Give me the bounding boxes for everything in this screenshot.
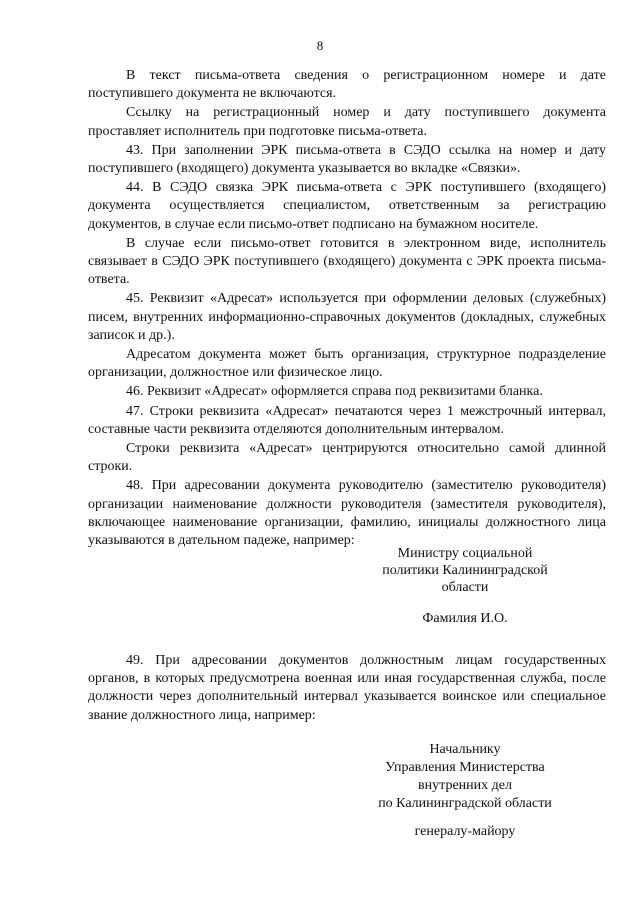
addressee-example-1: [355, 545, 575, 596]
addressee-example-2: [355, 741, 575, 813]
paragraph: 49. При адресовании документов должностным лицам государственных органов, в которых предусмотрена военная или иная государственная служба, после должности через дополнительный интервал указывается воинское или специальное звание должностного лица, например:: [88, 653, 606, 723]
paragraph: В текст письма-ответа сведения о регистрационном номере и дате поступившего документа не включаются.: [88, 68, 606, 102]
paragraph: 43. При заполнении ЭРК письма-ответа в СЭДО ссылка на номер и дату поступившего (входящего) документа указывается во вкладке «Связки».: [88, 142, 606, 177]
addressee-line: политики Калининградской: [382, 563, 548, 578]
paragraph: Ссылку на регистрационный номер и дату поступившего документа проставляет исполнитель при подготовке письма-ответа.: [88, 105, 606, 139]
addressee-line: Управления Министерства: [385, 760, 545, 775]
paragraph: В случае если письмо-ответ готовится в электронном виде, исполнитель связывает в СЭДО ЭРК поступившего (входящего) документа с ЭРК проекта письма-ответа.: [88, 235, 606, 288]
addressee-line: Министру социальной: [397, 546, 533, 561]
addressee-line: по Калининградской области: [378, 796, 552, 811]
paragraph: 47. Строки реквизита «Адресат» печатаются через 1 межстрочный интервал, составные части реквизита отделяются дополнительным интервалом.: [88, 403, 606, 437]
addressee-line: области: [441, 580, 489, 595]
addressee-line: внутренних дел: [418, 778, 512, 793]
paragraph: 48. При адресовании документа руководителю (заместителю руководителя) организации наименование должности руководителя (заместителя руководителя), включающее наименование организации, фамилию, инициалы должностного лица указываются в дательном падеже, например:: [88, 478, 606, 549]
paragraph: Строки реквизита «Адресат» центрируются относительно самой длинной строки.: [88, 441, 606, 475]
paragraph: 46. Реквизит «Адресат» оформляется справа под реквизитами бланка.: [126, 384, 543, 400]
addressee-rank: генералу-майору: [414, 824, 516, 839]
paragraph: 44. В СЭДО связка ЭРК письма-ответа с ЭРК поступившего (входящего) документа осуществляется специалистом, ответственным за регистрацию документов, в случае если письмо-ответ подписано на бумажном носителе.: [88, 180, 606, 232]
paragraph: 45. Реквизит «Адресат» используется при оформлении деловых (служебных) писем, внутренних информационно-справочных документов (докладных, служебных записок и др.).: [88, 291, 606, 343]
addressee-name: Фамилия И.О.: [422, 611, 508, 626]
page-number: 8: [316, 38, 324, 53]
paragraph: Адресатом документа может быть организация, структурное подразделение организации, должностное или физическое лицо.: [88, 347, 606, 381]
addressee-line: Начальнику: [429, 742, 501, 757]
body-text: [88, 67, 606, 550]
paragraph-49: [88, 652, 606, 725]
